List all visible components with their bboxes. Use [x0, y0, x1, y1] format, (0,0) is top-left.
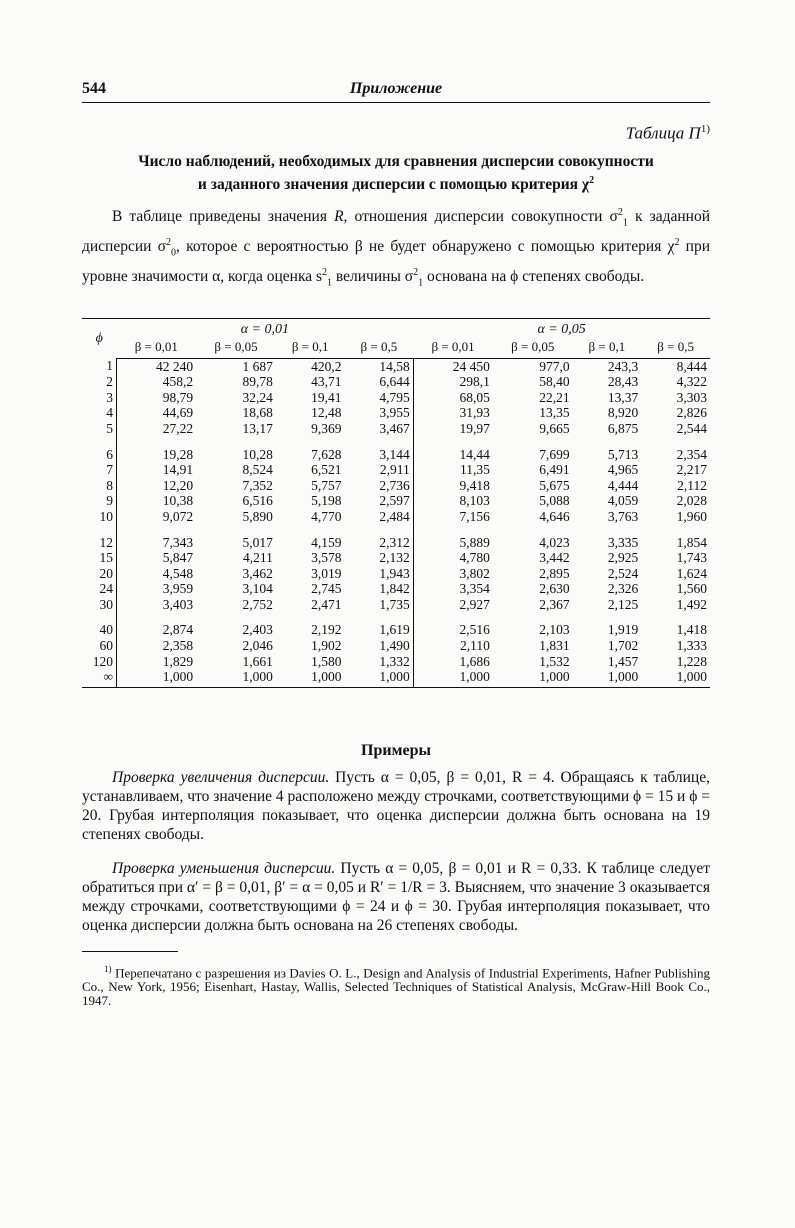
value-cell: 1,000 [117, 669, 197, 687]
gap-cell [493, 437, 573, 447]
beta-header: β = 0,01 [117, 338, 197, 359]
value-cell: 14,44 [459, 446, 490, 462]
beta-header: β = 0,05 [493, 338, 573, 359]
value-cell: 11,35 [460, 462, 490, 478]
value-cell: 13,37 [607, 389, 639, 405]
value-cell: 4,646 [539, 508, 570, 524]
value-cell: 3,802 [459, 565, 490, 581]
intro-text: В таблице приведены значения [112, 207, 335, 225]
table-row [82, 493, 710, 509]
value-cell: 5,890 [242, 508, 273, 524]
value-cell: 1,000 [276, 669, 345, 687]
value-cell: 420,2 [311, 358, 342, 374]
value-cell: 43,71 [311, 374, 342, 390]
value-cell: 1,842 [345, 581, 414, 597]
value-cell: 19,97 [459, 420, 490, 436]
value-cell: 2,826 [676, 405, 707, 421]
value-cell: 1 687 [242, 358, 273, 374]
example-decrease-lead: Проверка уменьшения дисперсии. [112, 860, 336, 878]
value-cell: 5,713 [607, 446, 639, 462]
table-row [82, 447, 710, 463]
phi-cell: 7 [82, 462, 117, 478]
gap-cell [573, 525, 642, 535]
value-cell: 1,902 [311, 638, 342, 654]
phi-cell: 1 [82, 358, 117, 374]
value-cell: 1,702 [607, 638, 639, 654]
intro-sub: 1 [622, 217, 628, 229]
value-cell: 8,103 [459, 493, 490, 509]
value-cell: 5,675 [539, 477, 570, 493]
phi-cell: 9 [82, 493, 117, 509]
value-cell: 27,22 [162, 420, 194, 436]
value-cell: 2,544 [676, 420, 707, 436]
value-cell: 1,854 [676, 534, 707, 550]
gap-cell [345, 612, 414, 622]
value-cell: 2,046 [242, 638, 273, 654]
value-cell: 2,471 [311, 596, 342, 612]
value-cell: 14,58 [345, 358, 414, 374]
table-row [82, 654, 710, 670]
value-cell: 4,444 [607, 477, 639, 493]
value-cell: 4,059 [607, 493, 639, 509]
gap-cell [196, 612, 276, 622]
table-row [82, 478, 710, 494]
value-cell: 13,35 [539, 405, 570, 421]
phi-cell: 2 [82, 374, 117, 390]
value-cell: 98,79 [162, 389, 194, 405]
page-number: 544 [82, 80, 106, 97]
value-cell: 3,462 [242, 565, 273, 581]
value-cell: 3,354 [459, 581, 490, 597]
intro-sub: 0 [171, 247, 177, 259]
value-cell: 7,699 [539, 446, 570, 462]
value-cell: 2,132 [345, 550, 414, 566]
table-title-sup: 2 [589, 174, 595, 186]
table-label [82, 123, 710, 144]
value-cell: 7,156 [459, 508, 490, 524]
value-cell: 2,925 [607, 550, 639, 566]
table-row [82, 669, 710, 687]
value-cell: 12,20 [162, 477, 194, 493]
intro-text: , которое с вероятностью β не будет обнаружено с помощью критерия χ [176, 238, 675, 256]
value-cell: 9,369 [311, 420, 342, 436]
value-cell: 10,38 [162, 493, 194, 509]
gap-cell [82, 525, 117, 535]
value-cell: 6,875 [607, 420, 639, 436]
intro-sub: 1 [327, 277, 333, 289]
value-cell: 1,457 [607, 653, 639, 669]
example-increase-text: Пусть α = 0,05, β = 0,01, R = 4. Обращаясь к таблице, устанавливаем, что значение 4 расположено между строчками, соответствующими ϕ = 15 и ϕ = 20. Грубая интерполяция показывает, что оценка дисперсии должна быть основана на 19 степенях свободы. [82, 768, 710, 843]
value-cell: 4,795 [345, 390, 414, 406]
table-row [82, 550, 710, 566]
gap-cell [82, 612, 117, 622]
value-cell: 6,644 [345, 374, 414, 390]
value-cell: 1,661 [242, 653, 273, 669]
sample-size-table [82, 318, 710, 688]
value-cell: 1,735 [345, 597, 414, 613]
value-cell: 5,889 [459, 534, 490, 550]
value-cell: 1,943 [345, 566, 414, 582]
row-gap [82, 525, 710, 535]
value-cell: 19,41 [311, 389, 342, 405]
value-cell: 18,68 [242, 405, 273, 421]
table-row [82, 421, 710, 437]
value-cell: 14,91 [162, 462, 194, 478]
gap-cell [345, 437, 414, 447]
value-cell: 2,736 [345, 478, 414, 494]
example-decrease-text: Пусть α = 0,05, β = 0,01 и R = 0,33. К таблице следует обратиться при α′ = β = 0,01, β′ = α = 0,05 и R′ = 1/R = 3. Выясняем, что значение 3 оказывается между строчками, соответствующими ϕ = 24 и ϕ = 30. Грубая интерполяция показывает, что оценка дисперсии должна быть основана на 26 степенях свободы. [82, 860, 710, 935]
value-cell: 1,831 [539, 638, 570, 654]
table-row [82, 581, 710, 597]
value-cell: 1,743 [676, 550, 707, 566]
phi-cell: 10 [82, 509, 117, 525]
table-row [82, 509, 710, 525]
beta-header: β = 0,1 [573, 338, 642, 359]
row-gap [82, 437, 710, 447]
value-cell: 1,000 [573, 669, 642, 687]
value-cell: 5,847 [162, 550, 194, 566]
intro-text: величины σ [332, 268, 414, 286]
value-cell: 2,192 [311, 622, 342, 638]
value-cell: 31,93 [459, 405, 490, 421]
gap-cell [196, 437, 276, 447]
value-cell: 3,955 [345, 405, 414, 421]
value-cell: 7,352 [242, 477, 273, 493]
gap-cell [82, 437, 117, 447]
value-cell: 977,0 [539, 358, 570, 374]
value-cell: 28,43 [607, 374, 639, 390]
row-gap [82, 612, 710, 622]
value-cell: 1,000 [641, 669, 710, 687]
footnote-divider [82, 951, 178, 952]
beta-header: β = 0,5 [345, 338, 414, 359]
value-cell: 2,874 [162, 622, 194, 638]
value-cell: 2,312 [345, 535, 414, 551]
value-cell: 458,2 [162, 374, 194, 390]
value-cell: 6,516 [242, 493, 273, 509]
value-cell: 1,000 [196, 669, 276, 687]
phi-cell: 60 [82, 638, 117, 654]
value-cell: 8,524 [242, 462, 273, 478]
value-cell: 2,326 [607, 581, 639, 597]
value-cell: 2,112 [677, 477, 707, 493]
intro-var-r: R [334, 207, 344, 225]
value-cell: 2,484 [345, 509, 414, 525]
value-cell: 1,919 [607, 622, 639, 638]
value-cell: 1,829 [162, 653, 194, 669]
value-cell: 2,516 [459, 622, 490, 638]
gap-cell [345, 525, 414, 535]
value-cell: 3,442 [539, 550, 570, 566]
value-cell: 9,665 [539, 420, 570, 436]
gap-cell [117, 612, 197, 622]
value-cell: 1,418 [676, 622, 707, 638]
value-cell: 1,686 [459, 653, 490, 669]
value-cell: 3,578 [311, 550, 342, 566]
phi-cell: 12 [82, 535, 117, 551]
page [82, 78, 710, 1021]
value-cell: 1,492 [676, 596, 707, 612]
phi-cell: 5 [82, 421, 117, 437]
phi-cell: ∞ [82, 669, 117, 687]
value-cell: 58,40 [539, 374, 570, 390]
value-cell: 4,159 [311, 534, 342, 550]
gap-cell [641, 525, 710, 535]
value-cell: 298,1 [459, 374, 490, 390]
examples-title: Примеры [361, 741, 431, 759]
phi-cell: 15 [82, 550, 117, 566]
intro-sup: 2 [617, 206, 623, 218]
beta-header: β = 0,05 [196, 338, 276, 359]
table-row [82, 566, 710, 582]
phi-cell: 4 [82, 405, 117, 421]
table-title-line2: и заданного значения дисперсии с помощью критерия χ [197, 175, 590, 193]
table-row [82, 622, 710, 638]
value-cell: 3,335 [607, 534, 639, 550]
gap-cell [493, 525, 573, 535]
value-cell: 1,000 [345, 669, 414, 687]
table-row [82, 390, 710, 406]
value-cell: 2,354 [676, 446, 707, 462]
value-cell: 13,17 [242, 420, 273, 436]
table-label-text: Таблица П [625, 123, 701, 143]
value-cell: 32,24 [242, 389, 273, 405]
value-cell: 4,548 [162, 565, 194, 581]
footnote-mark: 1) [104, 963, 112, 974]
phi-cell: 6 [82, 447, 117, 463]
value-cell: 3,144 [345, 447, 414, 463]
value-cell: 5,017 [242, 534, 273, 550]
example-decrease [82, 859, 710, 935]
table-row [82, 597, 710, 613]
alpha-header-005: α = 0,05 [413, 318, 710, 338]
value-cell: 6,521 [311, 462, 342, 478]
intro-sup: 2 [322, 267, 328, 279]
gap-cell [573, 437, 642, 447]
beta-header: β = 0,01 [413, 338, 493, 359]
value-cell: 4,023 [539, 534, 570, 550]
value-cell: 2,110 [460, 638, 490, 654]
gap-cell [573, 612, 642, 622]
value-cell: 12,48 [311, 405, 342, 421]
value-cell: 4,780 [459, 550, 490, 566]
value-cell: 8,920 [607, 405, 639, 421]
example-increase [82, 768, 710, 844]
value-cell: 3,104 [242, 581, 273, 597]
phi-cell: 40 [82, 622, 117, 638]
value-cell: 1,333 [676, 638, 707, 654]
value-cell: 9,418 [459, 477, 490, 493]
value-cell: 1,532 [539, 653, 570, 669]
value-cell: 2,125 [607, 596, 639, 612]
value-cell: 7,628 [311, 446, 342, 462]
table-row [82, 374, 710, 390]
value-cell: 2,103 [539, 622, 570, 638]
value-cell: 24 450 [452, 358, 490, 374]
value-cell: 10,28 [242, 446, 273, 462]
intro-sub: 1 [418, 277, 424, 289]
value-cell: 8,444 [676, 358, 707, 374]
table-row [82, 358, 710, 374]
value-cell: 2,895 [539, 565, 570, 581]
value-cell: 22,21 [539, 389, 570, 405]
gap-cell [413, 525, 493, 535]
value-cell: 4,770 [311, 508, 342, 524]
gap-cell [641, 437, 710, 447]
phi-cell: 8 [82, 478, 117, 494]
example-increase-lead: Проверка увеличения дисперсии. [112, 768, 330, 786]
phi-cell: 3 [82, 390, 117, 406]
table-row [82, 462, 710, 478]
value-cell: 4,965 [607, 462, 639, 478]
phi-cell: 120 [82, 654, 117, 670]
page-header [82, 78, 710, 103]
value-cell: 3,467 [345, 421, 414, 437]
value-cell: 2,911 [345, 462, 414, 478]
value-cell: 2,367 [539, 596, 570, 612]
intro-text: , отношения дисперсии совокупности σ [343, 207, 618, 225]
value-cell: 1,332 [345, 654, 414, 670]
value-cell: 68,05 [459, 389, 490, 405]
phi-cell: 24 [82, 581, 117, 597]
value-cell: 1,560 [676, 581, 707, 597]
value-cell: 1,000 [493, 669, 573, 687]
value-cell: 3,303 [676, 389, 707, 405]
footnote [82, 962, 710, 1008]
table-row [82, 405, 710, 421]
value-cell: 9,072 [162, 508, 194, 524]
intro-text: основана на ϕ степенях свободы. [423, 268, 645, 286]
beta-header: β = 0,1 [276, 338, 345, 359]
table-title-line1: Число наблюдений, необходимых для сравнения дисперсии совокупности [138, 152, 654, 170]
gap-cell [413, 437, 493, 447]
intro-text: к заданной дисперсии σ [82, 207, 710, 256]
value-cell: 2,358 [162, 638, 194, 654]
intro-sup: 2 [413, 267, 419, 279]
value-cell: 1,228 [676, 653, 707, 669]
value-cell: 44,69 [162, 405, 194, 421]
value-cell: 1,619 [345, 622, 414, 638]
value-cell: 4,211 [242, 550, 273, 566]
value-cell: 1,580 [311, 653, 342, 669]
value-cell: 2,028 [676, 493, 707, 509]
table-row [82, 638, 710, 654]
gap-cell [276, 437, 345, 447]
value-cell: 4,322 [676, 374, 707, 390]
value-cell: 3,019 [311, 565, 342, 581]
value-cell: 2,752 [242, 596, 273, 612]
gap-cell [413, 612, 493, 622]
footnote-text: Перепечатано с разрешения из Davies O. L., Design and Analysis of Industrial Experiments, Hafner Publishing Co., New York, 1956; Eisenhart, Hastay, Wallis, Selected Techniques of Statistical Analysis, McGraw-Hill Book Co., 1947. [82, 965, 710, 1009]
value-cell: 2,745 [311, 581, 342, 597]
alpha-header-001: α = 0,01 [117, 318, 414, 338]
table-row [82, 535, 710, 551]
value-cell: 2,597 [345, 493, 414, 509]
intro-sup: 2 [674, 237, 680, 249]
intro-text: при уровне значимости α, когда оценка s [82, 238, 711, 286]
value-cell: 1,000 [413, 669, 493, 687]
gap-cell [117, 525, 197, 535]
value-cell: 1,960 [676, 508, 707, 524]
beta-header: β = 0,5 [641, 338, 710, 359]
gap-cell [276, 612, 345, 622]
phi-header: ϕ [82, 318, 117, 358]
gap-cell [117, 437, 197, 447]
value-cell: 2,630 [539, 581, 570, 597]
gap-cell [641, 612, 710, 622]
value-cell: 19,28 [162, 446, 194, 462]
gap-cell [493, 612, 573, 622]
value-cell: 1,490 [345, 638, 414, 654]
value-cell: 3,959 [162, 581, 194, 597]
value-cell: 5,757 [311, 477, 342, 493]
value-cell: 6,491 [539, 462, 570, 478]
intro-sup: 2 [166, 237, 172, 249]
value-cell: 5,088 [539, 493, 570, 509]
value-cell: 2,403 [242, 622, 273, 638]
phi-cell: 20 [82, 566, 117, 582]
table-label-note: 1) [700, 123, 710, 135]
value-cell: 2,524 [607, 565, 639, 581]
running-title: Приложение [349, 80, 443, 97]
value-cell: 89,78 [242, 374, 273, 390]
value-cell: 42 240 [156, 358, 194, 374]
value-cell: 3,403 [162, 596, 194, 612]
value-cell: 243,3 [607, 358, 639, 374]
value-cell: 2,927 [459, 596, 490, 612]
gap-cell [276, 525, 345, 535]
value-cell: 5,198 [311, 493, 342, 509]
value-cell: 1,624 [676, 565, 707, 581]
table-title [82, 152, 710, 194]
value-cell: 7,343 [162, 534, 194, 550]
value-cell: 2,217 [676, 462, 707, 478]
value-cell: 3,763 [607, 508, 639, 524]
table-intro [82, 203, 710, 294]
phi-cell: 30 [82, 597, 117, 613]
gap-cell [196, 525, 276, 535]
